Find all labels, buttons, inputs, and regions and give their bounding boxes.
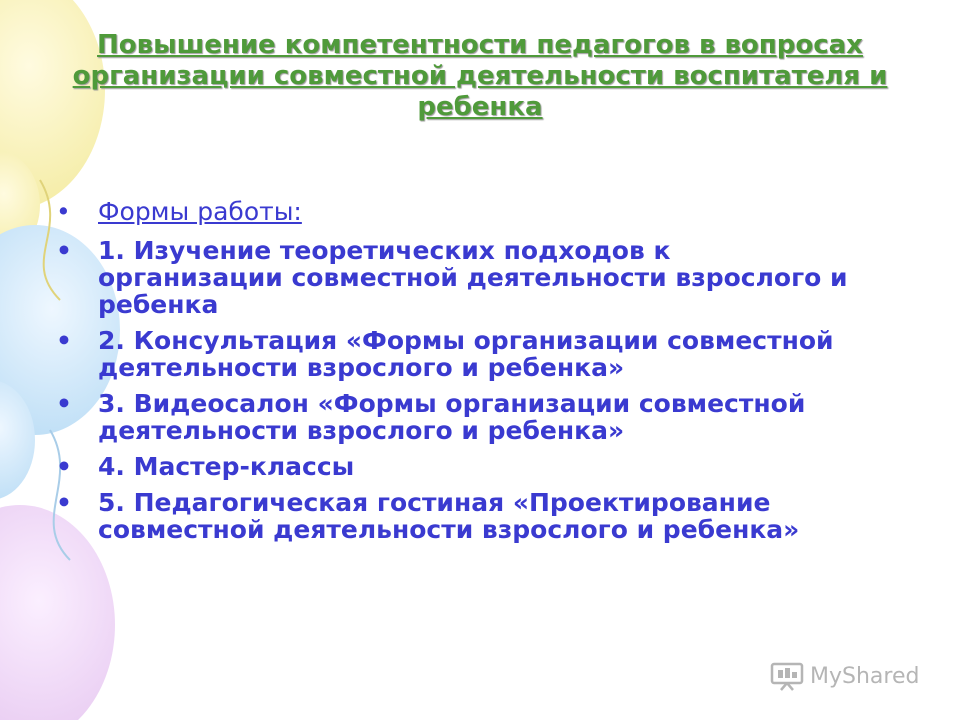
watermark-text: MyShared: [810, 663, 920, 689]
list-item: [56, 489, 856, 543]
bullet-icon: •: [56, 389, 72, 418]
list-item-text: 1. Изучение теоретических подходов к организации совместной деятельности взрослого и ребенка: [98, 236, 848, 319]
list-item-text: 2. Консультация «Формы организации совместной деятельности взрослого и ребенка»: [98, 326, 834, 382]
list-item: [56, 390, 856, 444]
bullet-icon: •: [56, 488, 72, 517]
list-item: [56, 327, 856, 381]
bullet-icon: •: [56, 197, 71, 226]
watermark: [770, 658, 919, 694]
presentation-icon: [770, 661, 804, 691]
bullet-icon: •: [56, 452, 72, 481]
list-heading-text: Формы работы:: [98, 197, 302, 226]
list-item-text: 5. Педагогическая гостиная «Проектирование совместной деятельности взрослого и ребенка»: [98, 488, 800, 544]
list-heading: [56, 198, 856, 225]
slide-title: Повышение компетентности педагогов в вопросах организации совместной деятельности воспитателя и ребенка: [72, 30, 888, 122]
list-item-text: 4. Мастер-классы: [98, 452, 355, 481]
bullet-icon: •: [56, 236, 72, 265]
bullet-icon: •: [56, 326, 72, 355]
list-item-text: 3. Видеосалон «Формы организации совместной деятельности взрослого и ребенка»: [98, 389, 806, 445]
list-item: [56, 453, 856, 480]
list-item: [56, 237, 856, 318]
bullet-list: [56, 198, 856, 552]
